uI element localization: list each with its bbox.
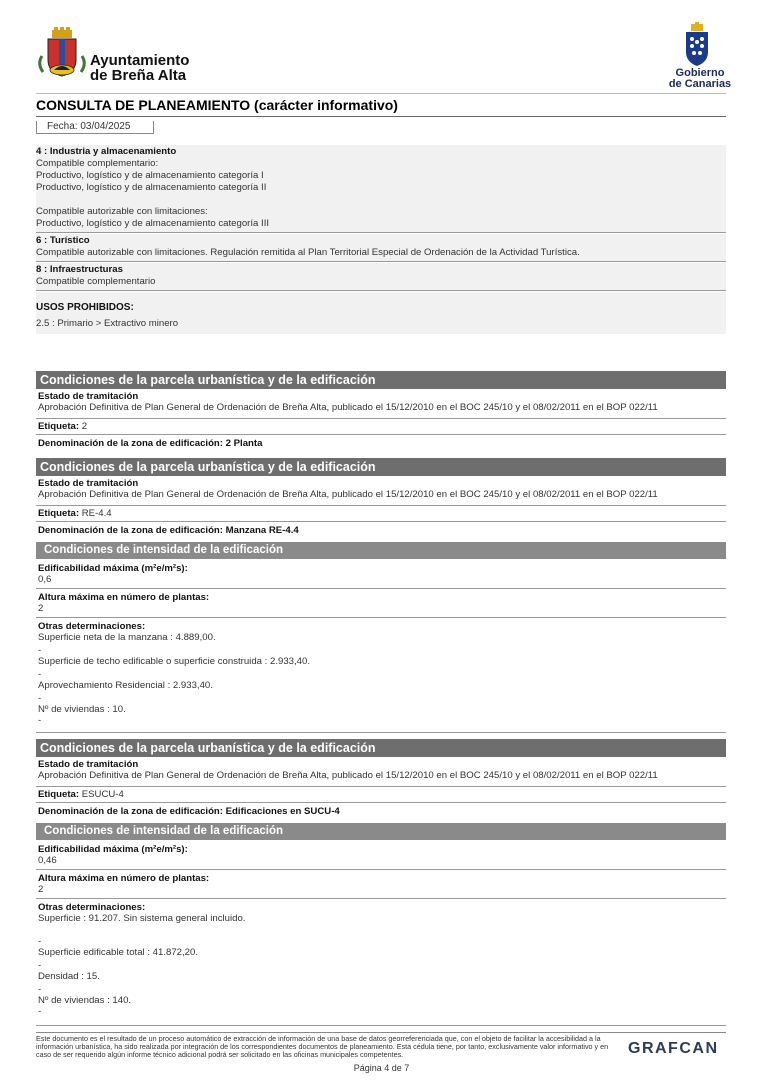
uso-infraestructuras-block [36, 263, 726, 291]
denominacion-label: Denominación de la zona de edificación: [38, 525, 223, 536]
section-header: Condiciones de la parcela urbanística y de la edificación [36, 371, 726, 389]
denominacion-label: Denominación de la zona de edificación: [38, 806, 223, 817]
otras-line: Superficie edificable total : 41.872,20. [38, 947, 199, 958]
etiqueta-label: Etiqueta: [38, 421, 80, 432]
edificabilidad-value: 0,6 [38, 574, 52, 585]
uso-line: Compatible complementario: [36, 158, 159, 169]
otras-line: Superficie neta de la manzana : 4.889,00. [38, 632, 216, 643]
etiqueta-value: 2 [81, 421, 88, 432]
etiqueta-row [36, 421, 726, 435]
dash: - [38, 669, 42, 680]
ayuntamiento-coat-of-arms-icon [36, 26, 88, 84]
dash: - [38, 1006, 42, 1017]
uso-line: Productivo, logístico y de almacenamiento categoría I [36, 170, 264, 181]
estado-tramitacion [36, 759, 726, 787]
otras-line: Aprovechamiento Residencial : 2.933,40. [38, 680, 213, 691]
altura-value: 2 [38, 603, 44, 614]
uso-industria-block [36, 145, 726, 233]
otras-line: Superficie : 91.207. Sin sistema general incluido. [38, 913, 246, 924]
otras-line: Nº de viviendas : 140. [38, 995, 132, 1006]
gov-line-2: de Canarias [668, 78, 732, 90]
edificabilidad-label: Edificabilidad máxima (m²e/m²s): [38, 563, 188, 574]
dash: - [38, 984, 42, 995]
usos-prohibidos-title: USOS PROHIBIDOS: [36, 302, 134, 313]
altura-row [36, 873, 726, 899]
dash: - [38, 936, 42, 947]
dash: - [38, 960, 42, 971]
otras-determinaciones [36, 902, 726, 1026]
etiqueta-row [36, 508, 726, 522]
page-number: Página 4 de 7 [353, 1063, 410, 1073]
section-header: Condiciones de la parcela urbanística y de la edificación [36, 458, 726, 476]
uso-infraestructuras-title: 8 : Infraestructuras [36, 264, 123, 275]
org-line-1: Ayuntamiento [90, 52, 190, 69]
altura-label: Altura máxima en número de plantas: [38, 592, 210, 603]
altura-row [36, 592, 726, 618]
estado-tramitacion [36, 478, 726, 506]
footer-disclaimer: Este documento es el resultado de un proceso automático de extracción de información de una base de datos georreferenciada que, con el objeto de facilitar la accesibilidad a la información urbanística, ha sido realizada por integración de los correspondientes documentos de planeamiento. Esta cédula tiene, por tanto, exclusivamente valor informativo y en caso de ser requerido algún informe técnico adicional podrá ser solicitado en las oficinas municipales competentes. [36, 1034, 609, 1059]
page-title: CONSULTA DE PLANEAMIENTO (carácter informativo) [36, 97, 398, 113]
otras-label: Otras determinaciones: [38, 902, 146, 913]
etiqueta-label: Etiqueta: [38, 789, 80, 800]
denominacion-value: Edificaciones en SUCU-4 [225, 806, 340, 817]
altura-value: 2 [38, 884, 44, 895]
etiqueta-label: Etiqueta: [38, 508, 80, 519]
dash: - [38, 693, 42, 704]
edificabilidad-label: Edificabilidad máxima (m²e/m²s): [38, 844, 188, 855]
altura-label: Altura máxima en número de plantas: [38, 873, 210, 884]
subsection-header: Condiciones de intensidad de la edificación [36, 823, 726, 840]
edificabilidad-row [36, 844, 726, 870]
denominacion-label: Denominación de la zona de edificación: [38, 438, 223, 449]
gobierno-canarias-shield-icon [682, 22, 712, 68]
otras-line: Superficie de techo edificable o superficie construida : 2.933,40. [38, 656, 310, 667]
grafcan-logo: GRAFCAN [628, 1040, 719, 1057]
section-header: Condiciones de la parcela urbanística y de la edificación [36, 739, 726, 757]
denominacion-row [36, 525, 726, 539]
org-line-2: de Breña Alta [90, 67, 187, 84]
header-divider [36, 93, 726, 94]
subsection-header: Condiciones de intensidad de la edificación [36, 542, 726, 559]
fecha-label: Fecha: 03/04/2025 [36, 121, 154, 134]
denominacion-row [36, 438, 726, 452]
estado-value: Aprobación Definitiva de Plan General de Ordenación de Breña Alta, publicado el 15/12/2010 en el BOC 245/10 y el 08/02/2011 en el BOP 022/11 [38, 770, 658, 781]
usos-prohibidos-block [36, 292, 726, 334]
gobierno-canarias-name [660, 68, 740, 90]
uso-turistico-title: 6 : Turístico [36, 235, 90, 246]
ayuntamiento-name [90, 53, 189, 83]
edificabilidad-row [36, 563, 726, 589]
uso-line: Productivo, logístico y de almacenamiento categoría II [36, 182, 267, 193]
denominacion-value: Manzana RE-4.4 [225, 525, 299, 536]
estado-label: Estado de tramitación [38, 478, 139, 489]
etiqueta-value: ESUCU-4 [81, 789, 124, 800]
uso-line: Compatible autorizable con limitaciones. Regulación remitida al Plan Territorial Especial de Ordenación de la Actividad Turística. [36, 247, 580, 258]
uso-line: Compatible autorizable con limitaciones: [36, 206, 208, 217]
estado-label: Estado de tramitación [38, 391, 139, 402]
estado-value: Aprobación Definitiva de Plan General de Ordenación de Breña Alta, publicado el 15/12/2010 en el BOC 245/10 y el 08/02/2011 en el BOP 022/11 [38, 489, 658, 500]
title-divider [36, 116, 726, 117]
uso-turistico-block [36, 234, 726, 262]
uso-line: Compatible complementario [36, 276, 156, 287]
otras-line: Densidad : 15. [38, 971, 100, 982]
estado-value: Aprobación Definitiva de Plan General de Ordenación de Breña Alta, publicado el 15/12/2010 en el BOC 245/10 y el 08/02/2011 en el BOP 022/11 [38, 402, 658, 413]
denominacion-value: 2 Planta [225, 438, 263, 449]
uso-industria-title: 4 : Industria y almacenamiento [36, 146, 177, 157]
dash: - [38, 715, 42, 726]
denominacion-row [36, 806, 726, 820]
uso-line: Productivo, logístico y de almacenamiento categoría III [36, 218, 270, 229]
dash: - [38, 645, 42, 656]
otras-determinaciones [36, 621, 726, 733]
otras-label: Otras determinaciones: [38, 621, 146, 632]
edificabilidad-value: 0,46 [38, 855, 57, 866]
otras-line: Nº de viviendas : 10. [38, 704, 126, 715]
uso-line: 2.5 : Primario > Extractivo minero [36, 318, 179, 329]
etiqueta-row [36, 789, 726, 803]
gov-line-1: Gobierno [675, 67, 725, 79]
estado-label: Estado de tramitación [38, 759, 139, 770]
footer-divider [36, 1032, 726, 1033]
etiqueta-value: RE-4.4 [81, 508, 112, 519]
estado-tramitacion [36, 391, 726, 419]
